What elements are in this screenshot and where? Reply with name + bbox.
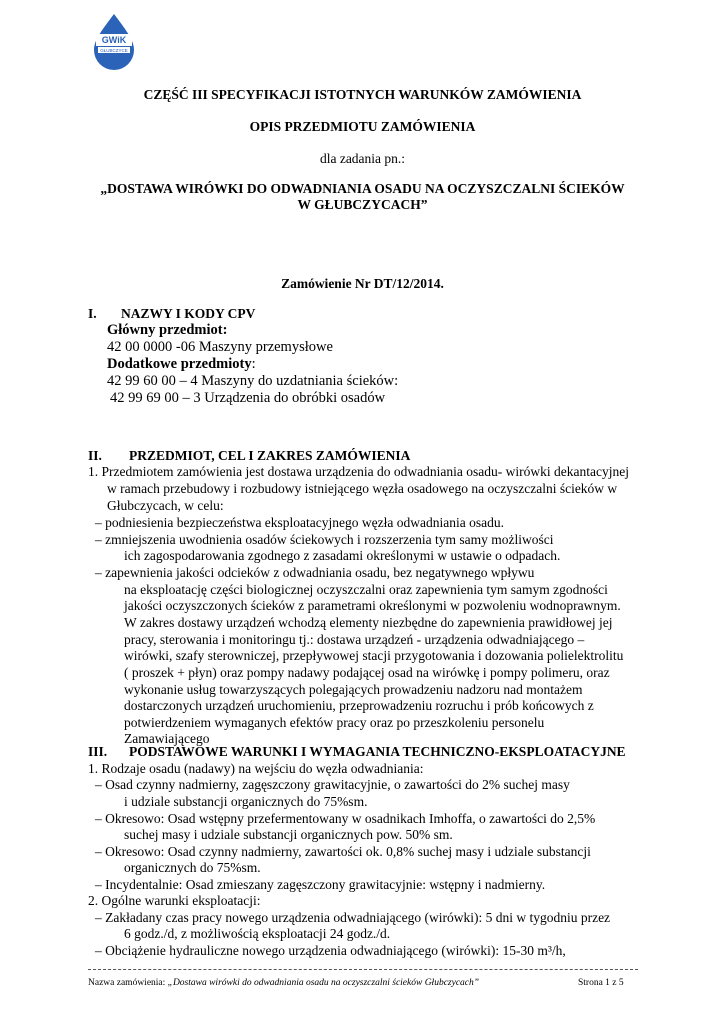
- doc-title: OPIS PRZEDMIOTU ZAMÓWIENIA: [249, 119, 476, 134]
- s2-line-1: w ramach przebudowy i rozbudowy istniejącego węzła osadowego na oczyszczalni ścieków w: [107, 481, 618, 496]
- s2-line-2: Głubczycach, w celu:: [107, 498, 224, 513]
- task-title-line1: „DOSTAWA WIRÓWKI DO ODWADNIANIA OSADU NA OCZYSZCZALNI ŚCIEKÓW: [100, 181, 625, 196]
- s2-line-10: pracy, sterowania i monitoringu tj.: dostawa urządzeń - urządzenia odwadniającego –: [124, 632, 585, 647]
- logo-text: GWiK: [101, 35, 127, 45]
- extra-subjects-label: [107, 356, 256, 373]
- s2-line-13: wykonanie usług towarzyszących polegających prowadzeniu nadzoru nad montażem: [124, 682, 583, 697]
- s2-line-5: ich zagospodarowania zgodnego z zasadami określonymi w ustawie o odpadach.: [124, 548, 561, 563]
- footer-order-name: [88, 975, 479, 992]
- s3-line-1: – Osad czynny nadmierny, zagęszczony grawitacyjnie, o zawartości do 2% suchej masy: [95, 777, 570, 792]
- part-title: CZĘŚĆ III SPECYFIKACJI ISTOTNYCH WARUNKÓW ZAMÓWIENIA: [143, 87, 582, 102]
- logo-subtext: GŁUBCZYCE: [100, 48, 128, 53]
- company-logo: [88, 12, 140, 72]
- extra-cpv-code-2: 42 99 69 00 – 3 Urządzenia do obróbki osadów: [110, 390, 386, 406]
- section2-num: II.: [88, 448, 102, 463]
- main-cpv-code: 42 00 0000 -06 Maszyny przemysłowe: [107, 339, 333, 355]
- s3-line-11: – Obciążenie hydrauliczne nowego urządzenia odwadniającego (wirówki): 15-30 m³/h,: [95, 943, 566, 958]
- s3-line-5: – Okresowo: Osad czynny nadmierny, zawartości ok. 0,8% suchej masy i udziale substancji: [95, 844, 591, 859]
- footer-label: Nazwa zamówienia:: [88, 978, 168, 988]
- s3-line-3: – Okresowo: Osad wstępny przefermentowany w osadnikach Imhoffa, o zawartości do 2,5%: [95, 811, 596, 826]
- section2-title: PRZEDMIOT, CEL I ZAKRES ZAMÓWIENIA: [129, 448, 411, 463]
- s2-line-7: na eksploatację części biologicznej oczyszczalni oraz zapewnienia tym samym zgodności: [124, 582, 608, 597]
- s2-line-6: – zapewnienia jakości odcieków z odwadniania osadu, bez negatywnego wpływu: [95, 565, 535, 580]
- s3-line-4: suchej masy i udziale substancji organicznych pow. 50% sm.: [124, 827, 453, 842]
- s3-line-10: 6 godz./d, z możliwością eksploatacji 24 godz./d.: [124, 926, 391, 941]
- extra-cpv-code-1: 42 99 60 00 – 4 Maszyny do uzdatniania ścieków:: [107, 373, 399, 389]
- s2-line-3: – podniesienia bezpieczeństwa eksploatacyjnego węzła odwadniania osadu.: [95, 515, 504, 530]
- s3-line-9: – Zakładany czas pracy nowego urządzenia odwadniającego (wirówki): 5 dni w tygodniu przez: [95, 910, 611, 925]
- s2-line-15: potwierdzeniem wymaganych efektów pracy oraz po przeszkoleniu personelu: [124, 715, 545, 730]
- s2-line-12: ( proszek + płyn) oraz pompy nadawy podającej osad na wirówkę i pompy polimeru, oraz: [124, 665, 610, 680]
- footer-name: „Dostawa wirówki do odwadniania osadu na oczyszczalni ścieków Głubczycach”: [167, 978, 480, 988]
- section3-num: III.: [88, 744, 108, 759]
- s3-line-2: i udziale substancji organicznych do 75%sm.: [124, 794, 368, 809]
- task-intro: dla zadania pn.:: [319, 151, 406, 166]
- section1-title: NAZWY I KODY CPV: [121, 306, 256, 321]
- footer-divider: [88, 969, 638, 970]
- order-number: Zamówienie Nr DT/12/2014.: [281, 276, 444, 291]
- page-number: Strona 1 z 5: [578, 978, 624, 988]
- section3-title: PODSTAWOWE WARUNKI I WYMAGANIA TECHNICZNO-EKSPLOATACYJNE: [129, 744, 626, 759]
- s2-line-16: Zamawiającego: [124, 731, 210, 746]
- s2-line-9: W zakres dostawy urządzeń wchodzą elementy niezbędne do zapewnienia prawidłowej jej: [124, 615, 613, 630]
- extra-label-text: Dodatkowe przedmioty: [107, 356, 252, 372]
- s3-line-6: organicznych do 75%sm.: [124, 860, 261, 875]
- extra-label-colon: :: [251, 356, 256, 372]
- s2-line-14: dostarczonych urządzeń uruchomieniu, przeprowadzeniu rozruchu i prób końcowych z: [124, 698, 594, 713]
- s2-line-8: jakości oczyszczonych ścieków z parametrami określonymi w pozwoleniu wodnoprawnym.: [124, 598, 621, 613]
- s2-line-11: wirówki, szafy sterowniczej, przepływowej stacji przygotowania i dozowania polielektrolitu: [124, 648, 624, 663]
- s3-line-7: – Incydentalnie: Osad zmieszany zagęszczony grawitacyjnie: wstępny i nadmierny.: [95, 877, 546, 892]
- section1-num: I.: [88, 306, 97, 321]
- task-title-line2: W GŁUBCZYCACH”: [297, 197, 428, 212]
- main-subject-label: Główny przedmiot:: [107, 322, 228, 338]
- s3-line-8: 2. Ogólne warunki eksploatacji:: [88, 893, 261, 908]
- s2-line-0: 1. Przedmiotem zamówienia jest dostawa urządzenia do odwadniania osadu- wirówki dekantacyjnej: [88, 464, 629, 479]
- s2-line-4: – zmniejszenia uwodnienia osadów ściekowych i rozszerzenia tym samy możliwości: [95, 532, 554, 547]
- s3-line-0: 1. Rodzaje osadu (nadawy) na wejściu do węzła odwadniania:: [88, 761, 424, 776]
